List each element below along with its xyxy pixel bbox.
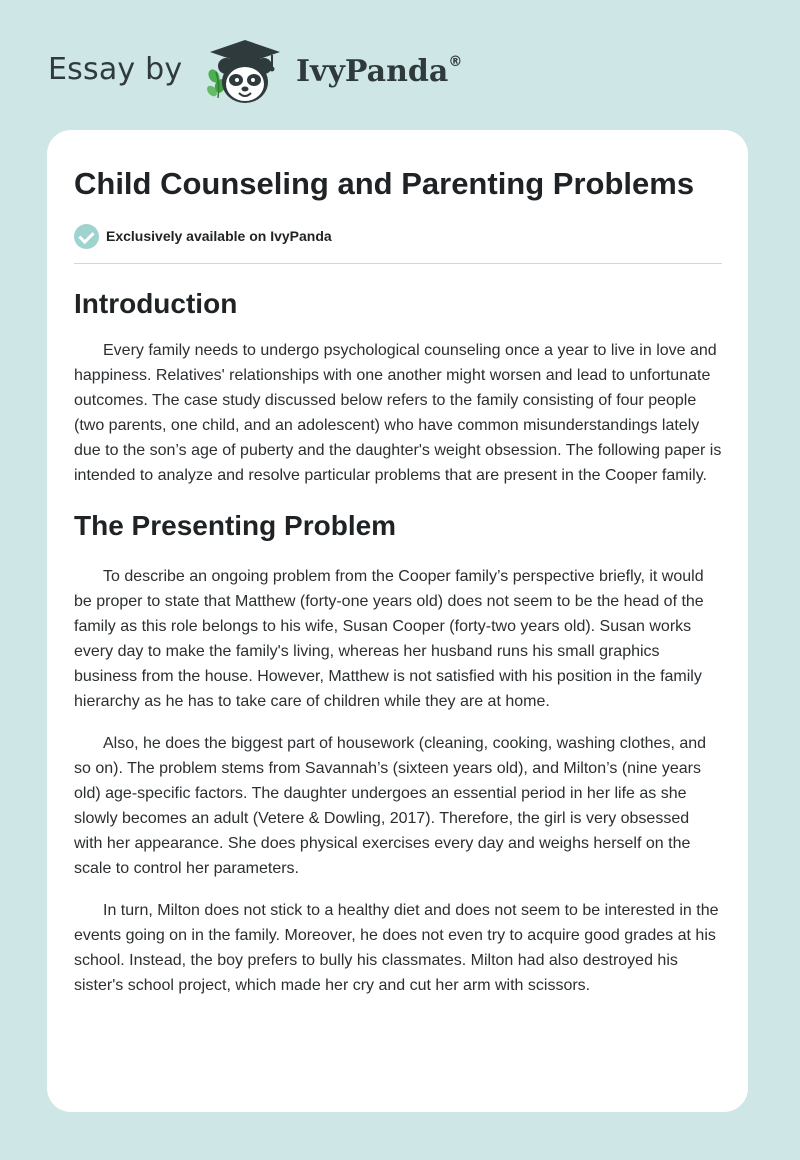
registered-mark: ® xyxy=(448,54,463,70)
essay-by-label: Essay by xyxy=(48,52,183,87)
essay-card xyxy=(47,130,748,1112)
brand-name[interactable] xyxy=(296,54,462,89)
essay-title: Child Counseling and Parenting Problems xyxy=(74,166,695,201)
site-header xyxy=(0,0,800,130)
exclusive-badge xyxy=(74,222,722,250)
paragraph: To describe an ongoing problem from the Cooper family’s perspective briefly, it would be proper to state that Matthew (forty-one years old) does not seem to be the head of the family as this role belongs to his wife, Susan Cooper (forty-two years old). Susan works every day to make the family's living, whereas her husband runs his small graphics business from the house. However, Matthew is not satisfied with his position in the family hierarchy as he has to take care of children while they are at home. xyxy=(74,568,704,710)
divider xyxy=(74,263,722,264)
paragraph: Also, he does the biggest part of housework (cleaning, cooking, washing clothes, and so on). The problem stems from Savannah’s (sixteen years old), and Milton’s (nine years old) age-specific factors. The daughter undergoes an essential period in her life as she slowly becomes an adult (Vetere & Dowling, 2017). Therefore, the girl is very obsessed with her appearance. She does physical exercises every day and weighs herself on the scale to control her parameters. xyxy=(74,735,707,877)
brand-name-text: IvyPanda xyxy=(296,54,449,89)
check-circle-icon xyxy=(74,224,99,249)
exclusive-label: Exclusively available on IvyPanda xyxy=(106,228,332,244)
paragraph: Every family needs to undergo psychological counseling once a year to live in love and happiness. Relatives' relationships with one another might worsen and lead to unfortunate outcomes. The case study discussed below refers to the family consisting of four people (two parents, one child, and an adolescent) who have common misunderstandings lately due to the son’s age of puberty and the daughter's weight obsession. The following paper is intended to analyze and resolve particular problems that are present in the Cooper family. xyxy=(74,342,722,484)
section-heading-presenting-problem: The Presenting Problem xyxy=(74,510,397,541)
section-heading-introduction: Introduction xyxy=(74,288,238,319)
paragraph: In turn, Milton does not stick to a healthy diet and does not seem to be interested in the events going on in the family. Moreover, he does not even try to acquire good grades at his school. Instead, the boy prefers to bully his classmates. Milton had also destroyed his sister's school project, which made her cry and cut her arm with scissors. xyxy=(74,902,719,994)
panda-logo-icon[interactable] xyxy=(200,36,290,108)
